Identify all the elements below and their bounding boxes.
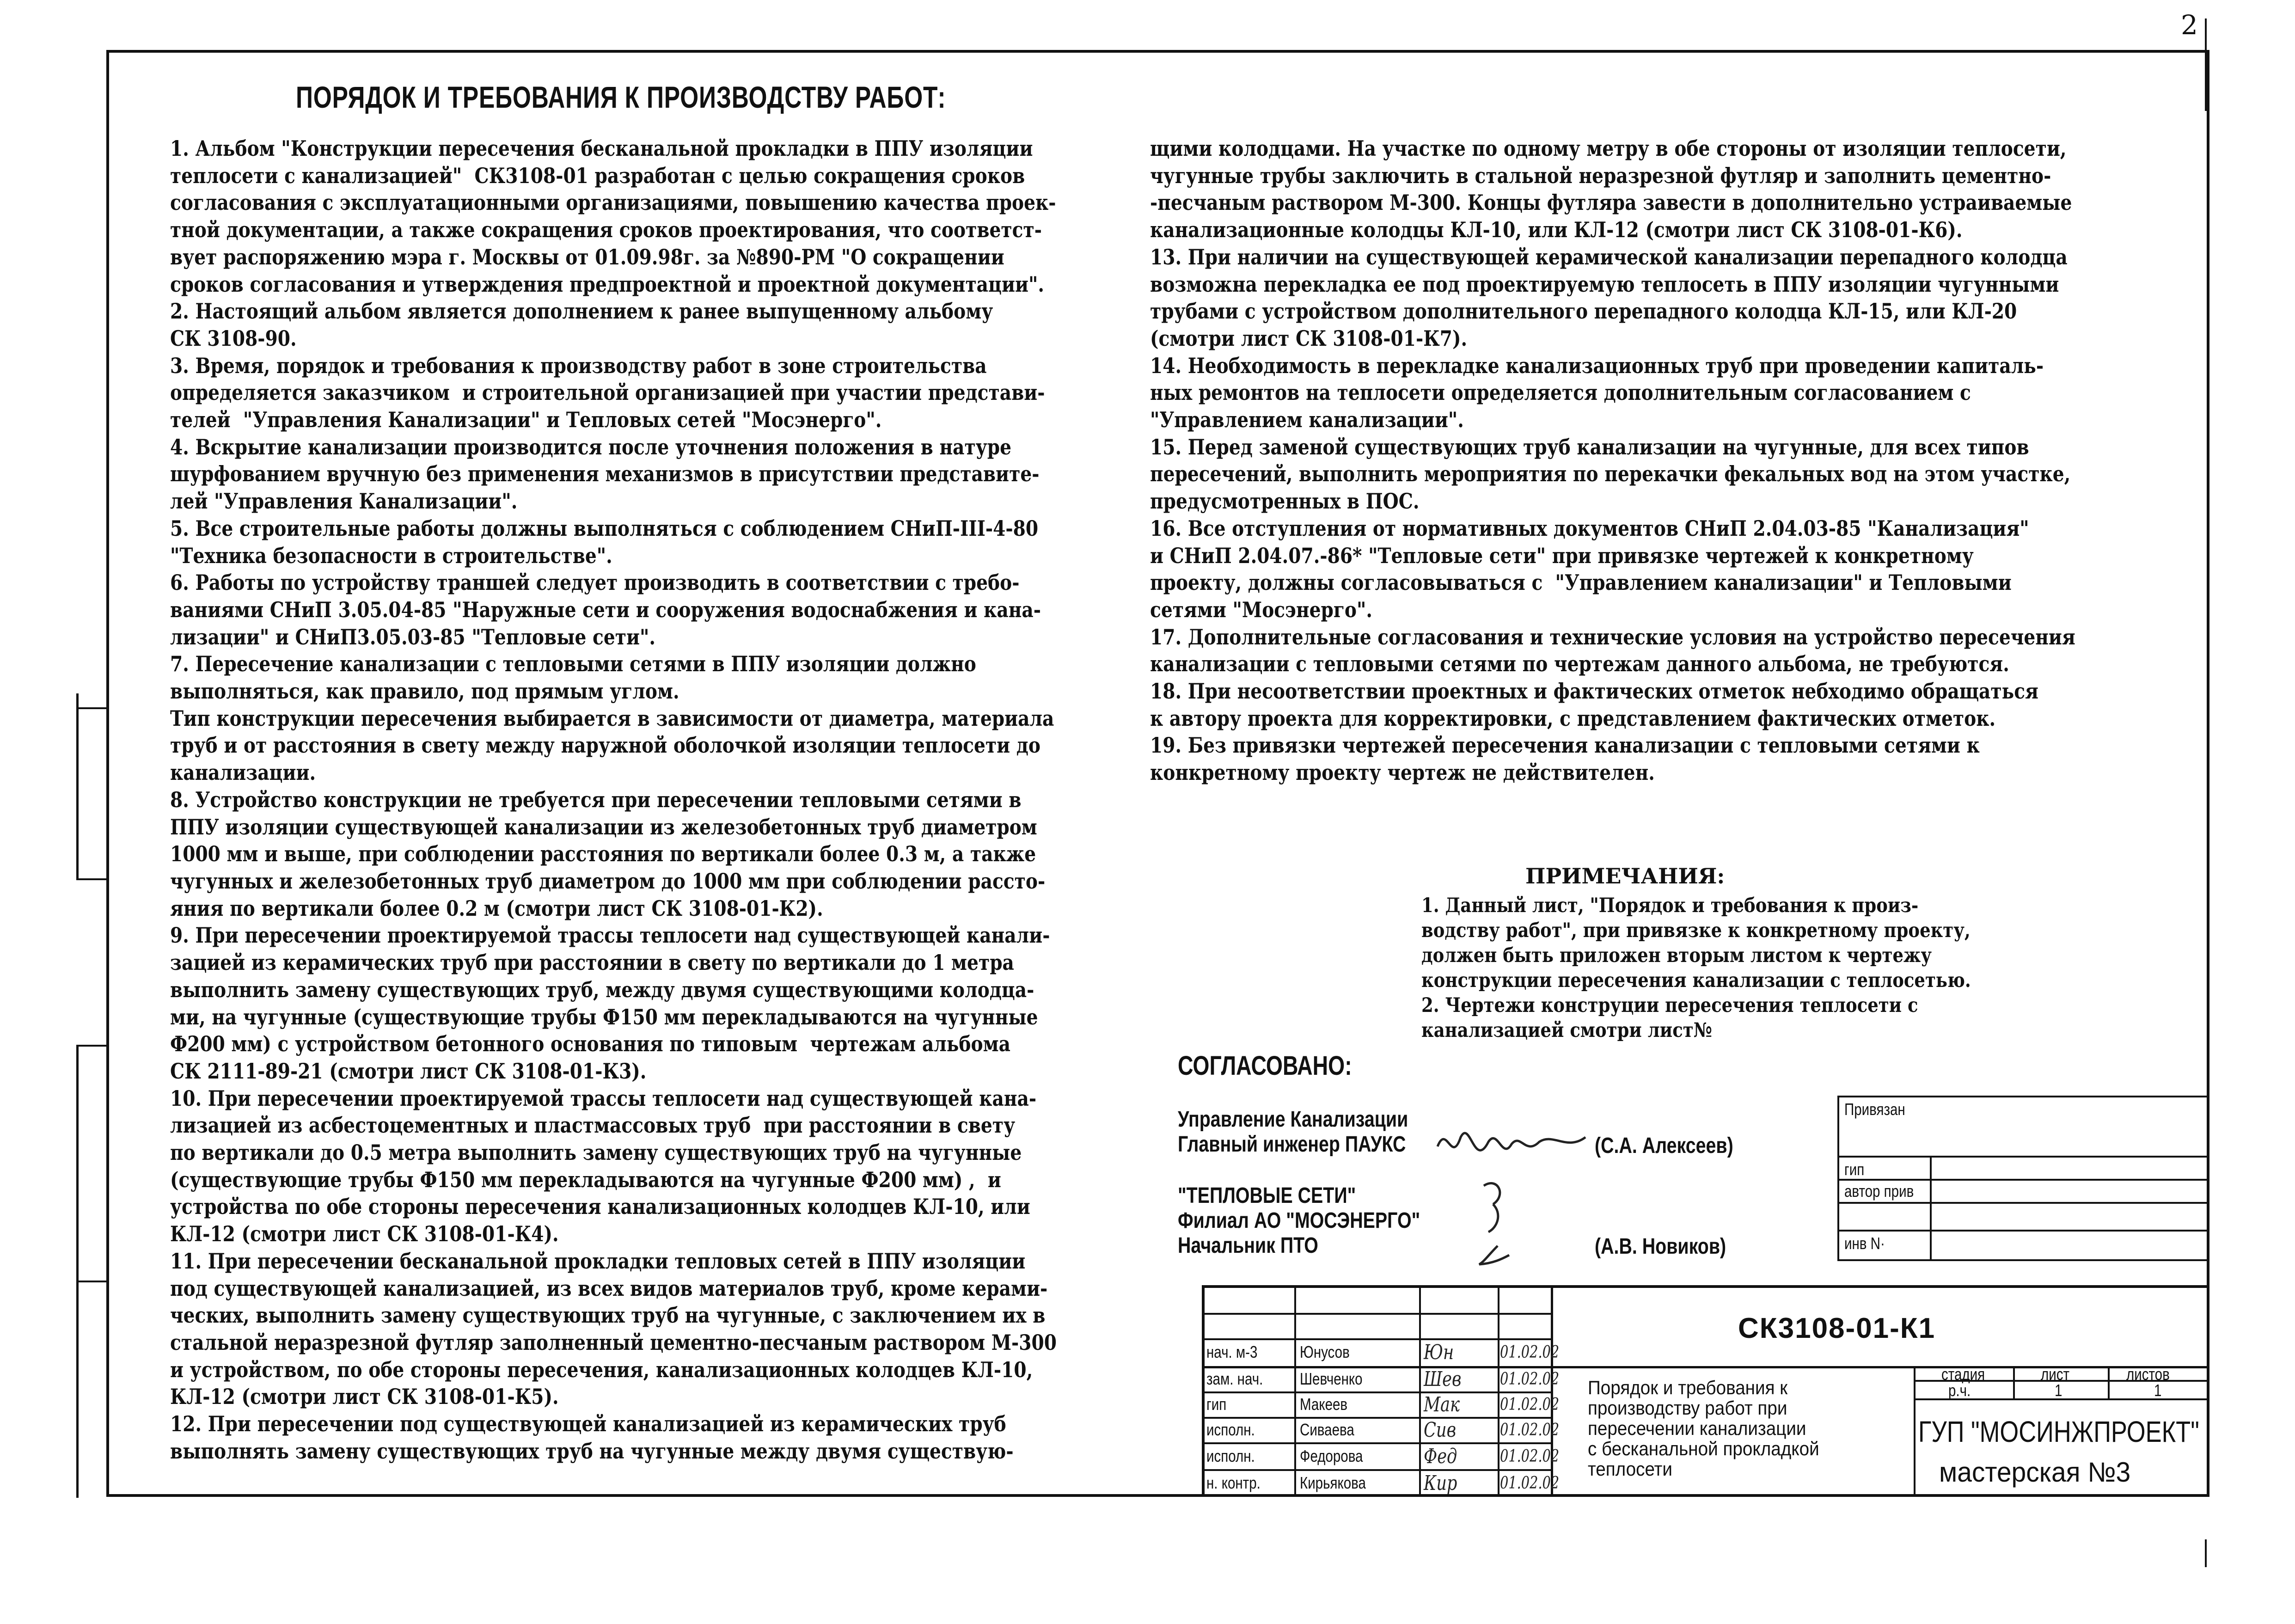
right-margin-tick bbox=[2205, 1539, 2207, 1567]
binding-row-label: гип bbox=[1844, 1160, 1865, 1179]
page-title: ПОРЯДОК И ТРЕБОВАНИЯ К ПРОИЗВОДСТВУ РАБОТ: bbox=[296, 80, 946, 114]
tb-signature: Мак bbox=[1424, 1393, 1460, 1416]
text-line: -песчаным раствором М-300. Концы футляра завести в дополнительно устраиваемые bbox=[1150, 190, 2072, 215]
organization-workshop: мастерская №3 bbox=[1939, 1457, 2131, 1488]
text-line: 2. Настоящий альбом является дополнением к ранее выпущенному альбому bbox=[170, 299, 993, 324]
binding-hline bbox=[1837, 1202, 2209, 1204]
approval-org2-name: (А.В. Новиков) bbox=[1595, 1234, 1726, 1259]
text-line: 1. Альбом "Конструкции пересечения бесканальной прокладки в ППУ изоляции bbox=[170, 136, 1033, 161]
text-line: конкретному проекту чертеж не действителен. bbox=[1150, 760, 1655, 785]
text-line: лизации" и СНиП3.05.03-85 "Тепловые сети". bbox=[170, 624, 656, 650]
tb-hline bbox=[1202, 1469, 1551, 1471]
text-line: 8. Устройство конструкции не требуется при пересечении тепловыми сетями в bbox=[170, 787, 1022, 812]
text-line: Ф200 мм) с устройством бетонного основания по типовым чертежам альбома bbox=[170, 1031, 1010, 1057]
approval-org1-line1: Управление Канализации bbox=[1178, 1107, 1408, 1132]
binding-box bbox=[1837, 1096, 2209, 1261]
left-margin-stub-h bbox=[76, 1045, 106, 1047]
tb-signature: Юн bbox=[1424, 1341, 1454, 1364]
text-line: лей "Управления Канализации". bbox=[170, 489, 518, 514]
text-line: ческих, выполнить замену существующих труб на чугунные, с заключением их в bbox=[170, 1303, 1046, 1328]
tb-vline bbox=[1914, 1366, 1916, 1497]
approval-org1-name: (С.А. Алексеев) bbox=[1595, 1134, 1733, 1158]
text-line: 10. При пересечении проектируемой трассы теплосети над существующей кана- bbox=[170, 1085, 1037, 1111]
tb-signature: Шев bbox=[1424, 1367, 1462, 1391]
binding-row-label: инв N· bbox=[1844, 1234, 1885, 1253]
note-line: 1. Данный лист, "Порядок и требования к произ- bbox=[1421, 894, 1919, 917]
approval-heading: СОГЛАСОВАНО: bbox=[1178, 1051, 1352, 1081]
text-line: сетями "Мосэнерго". bbox=[1150, 597, 1372, 622]
right-margin-line bbox=[2205, 18, 2207, 111]
approval-org2-line3: Начальник ПТО bbox=[1178, 1233, 1318, 1258]
tb-signature: Сив bbox=[1424, 1418, 1457, 1442]
right-text-column bbox=[1150, 135, 2075, 786]
tb-signature: Фед bbox=[1424, 1445, 1457, 1468]
sheet-label: лист bbox=[2041, 1365, 2069, 1384]
tb-name: Юнусов bbox=[1300, 1342, 1350, 1361]
tb-hline bbox=[1202, 1391, 1551, 1393]
text-line: выполняться, как правило, под прямым углом. bbox=[170, 679, 679, 704]
text-line: тной документации, а также сокращения сроков проектирования, что соответст- bbox=[170, 217, 1042, 243]
text-line: по вертикали до 0.5 метра выполнить замену существующих труб на чугунные bbox=[170, 1140, 1022, 1165]
text-line: 1000 мм и выше, при соблюдении расстояния по вертикали более 0.3 м, а также bbox=[170, 841, 1036, 867]
text-line: и СНиП 2.04.07.-86* "Тепловые сети" при привязке чертежей к конкретному bbox=[1150, 543, 1974, 568]
text-line: 9. При пересечении проектируемой трассы теплосети над существующей канали- bbox=[170, 923, 1050, 948]
tb-role: гип bbox=[1206, 1395, 1227, 1414]
text-line: шурфованием вручную без применения механизмов в присутствии представите- bbox=[170, 461, 1040, 487]
notes-heading: ПРИМЕЧАНИЯ: bbox=[1525, 864, 1725, 889]
tb-date: 01.02.02 bbox=[1500, 1447, 1560, 1466]
text-line: стальной неразрезной футляр заполненный цементно-песчаным раствором М-300 bbox=[170, 1330, 1057, 1355]
tb-vline bbox=[2013, 1366, 2015, 1398]
text-line: ми, на чугунные (существующие трубы Ф150 мм перекладываются на чугунные bbox=[170, 1004, 1038, 1030]
text-line: пересечений, выполнить мероприятия по перекачки фекальных вод на этом участке, bbox=[1150, 461, 2071, 487]
text-line: канализационные колодцы КЛ-10, или КЛ-12 (смотри лист СК 3108-01-К6). bbox=[1150, 217, 1963, 243]
organization-name: ГУП "МОСИНЖПРОЕКТ" bbox=[1918, 1415, 2199, 1448]
text-line: (смотри лист СК 3108-01-К7). bbox=[1150, 325, 1468, 351]
binding-title: Привязан bbox=[1844, 1100, 1905, 1119]
tb-role: исполн. bbox=[1206, 1446, 1255, 1465]
notes-list bbox=[1421, 893, 1971, 1043]
text-line: сроков согласования и утверждения предпроектной и проектной документации". bbox=[170, 271, 1045, 297]
tb-date: 01.02.02 bbox=[1500, 1421, 1560, 1440]
text-line: телей "Управления Канализации" и Тепловых сетей "Мосэнерго". bbox=[170, 407, 882, 433]
text-line: 12. При пересечении под существующей канализацией из керамических труб bbox=[170, 1411, 1006, 1437]
text-line: теплосети с канализацией" СК3108-01 разработан с целью сокращения сроков bbox=[170, 163, 1025, 188]
text-line: под существующей канализацией, из всех видов материалов труб, кроме керами- bbox=[170, 1275, 1048, 1301]
note-line: водству работ", при привязке к конкретному проекту, bbox=[1421, 919, 1971, 942]
tb-vline bbox=[1419, 1285, 1421, 1497]
text-line: чугунные трубы заключить в стальной неразрезной футляр и заполнить цементно- bbox=[1150, 163, 2051, 188]
text-line: согласования с эксплуатационными организациями, повышению качества проек- bbox=[170, 190, 1056, 215]
tb-vline bbox=[1498, 1285, 1499, 1497]
tb-date: 01.02.02 bbox=[1500, 1370, 1560, 1389]
text-line: устройства по обе стороны пересечения канализационных колодцев КЛ-10, или bbox=[170, 1194, 1030, 1220]
tb-role: исполн. bbox=[1206, 1420, 1255, 1439]
text-line: лизацией из асбестоцементных и пластмассовых труб при расстоянии в свету bbox=[170, 1113, 1016, 1138]
note-line: канализацией смотри лист№ bbox=[1421, 1019, 1712, 1042]
note-line: конструкции пересечения канализации с теплосетью. bbox=[1421, 969, 1971, 992]
text-line: 19. Без привязки чертежей пересечения канализации с тепловыми сетями к bbox=[1150, 733, 1980, 758]
text-line: зацией из керамических труб при расстоянии в свету по вертикали до 1 метра bbox=[170, 950, 1014, 975]
text-line: труб и от расстояния в свету между наружной оболочкой изоляции теплосети до bbox=[170, 733, 1040, 758]
binding-vline bbox=[1930, 1156, 1932, 1261]
approval-org2-line2: Филиал АО "МОСЭНЕРГО" bbox=[1178, 1208, 1420, 1233]
text-line: (существующие трубы Ф150 мм перекладываются на чугунные Ф200 мм) , и bbox=[170, 1167, 1001, 1192]
text-line: 5. Все строительные работы должны выполняться с соблюдением СНиП-III-4-80 bbox=[170, 515, 1039, 541]
text-line: 7. Пересечение канализации с тепловыми сетями в ППУ изоляции должно bbox=[170, 651, 976, 677]
tb-role: нач. м-3 bbox=[1206, 1342, 1258, 1361]
text-line: 17. Дополнительные согласования и технические условия на устройство пересечения bbox=[1150, 624, 2075, 650]
text-line: чугунных и железобетонных труб диаметром до 1000 мм при соблюдении рассто- bbox=[170, 868, 1046, 894]
left-margin-stub bbox=[76, 693, 79, 878]
stage-value: р.ч. bbox=[1948, 1381, 1971, 1400]
tb-hline bbox=[1202, 1417, 1551, 1419]
text-line: возможна перекладка ее под проектируемую теплосеть в ППУ изоляции чугунными bbox=[1150, 271, 2059, 297]
approval-org1-line2: Главный инженер ПАУКС bbox=[1178, 1132, 1406, 1157]
tb-date: 01.02.02 bbox=[1500, 1343, 1560, 1362]
text-line: 3. Время, порядок и требования к производству работ в зоне строительства bbox=[170, 353, 987, 378]
left-margin-stub bbox=[76, 1045, 79, 1498]
binding-row-label: автор прив bbox=[1844, 1182, 1914, 1201]
sheets-label: листов bbox=[2126, 1365, 2170, 1384]
tb-name: Шевченко bbox=[1300, 1369, 1363, 1388]
text-line: КЛ-12 (смотри лист СК 3108-01-К5). bbox=[170, 1384, 559, 1410]
tb-role: зам. нач. bbox=[1206, 1369, 1263, 1388]
tb-hline bbox=[1202, 1442, 1551, 1444]
text-line: СК 3108-90. bbox=[170, 325, 297, 351]
binding-hline bbox=[1837, 1179, 2209, 1181]
text-line: выполнить замену существующих труб, между двумя существующими колодца- bbox=[170, 977, 1034, 1002]
text-line: 15. Перед заменой существующих труб канализации на чугунные, для всех типов bbox=[1150, 434, 2029, 460]
tb-name: Кирьякова bbox=[1300, 1473, 1366, 1492]
text-line: выполнять замену существующих труб на чугунные между двумя существую- bbox=[170, 1438, 1014, 1464]
note-line: 2. Чертежи конструции пересечения теплосети с bbox=[1421, 994, 1918, 1017]
signature-novikov bbox=[1465, 1177, 1521, 1269]
text-line: 14. Необходимость в перекладке канализационных труб при проведении капиталь- bbox=[1150, 353, 2044, 378]
tb-name: Федорова bbox=[1300, 1446, 1363, 1465]
text-line: яния по вертикали более 0.2 м (смотри лист СК 3108-01-К2). bbox=[170, 895, 823, 921]
drawing-description: Порядок и требования к производству работ при пересечении канализации с бесканальной прокладкой теплосети bbox=[1588, 1377, 1819, 1480]
text-line: ППУ изоляции существующей канализации из железобетонных труб диаметром bbox=[170, 814, 1037, 840]
signature-alekseev bbox=[1433, 1119, 1599, 1174]
text-line: 6. Работы по устройству траншей следует производить в соответствии с требо- bbox=[170, 570, 1020, 595]
text-line: ных ремонтов на теплосети определяется дополнительным согласованием с bbox=[1150, 380, 1971, 405]
text-line: Тип конструкции пересечения выбирается в зависимости от диаметра, материала bbox=[170, 705, 1054, 731]
tb-name: Сиваева bbox=[1300, 1420, 1354, 1439]
text-line: "Управлением канализации". bbox=[1150, 407, 1464, 433]
binding-hline bbox=[1837, 1156, 2209, 1158]
text-line: СК 2111-89-21 (смотри лист СК 3108-01-К3). bbox=[170, 1058, 647, 1084]
text-line: 11. При пересечении бесканальной прокладки тепловых сетей в ППУ изоляции bbox=[170, 1248, 1026, 1274]
text-line: 4. Вскрытие канализации производится после уточнения положения в натуре bbox=[170, 434, 1012, 460]
left-margin-stub-h bbox=[76, 707, 106, 709]
stage-label: стадия bbox=[1941, 1365, 1985, 1384]
sheet-number: 2 bbox=[2181, 9, 2198, 41]
tb-vline bbox=[1294, 1285, 1296, 1497]
tb-hline bbox=[1202, 1338, 1551, 1340]
left-margin-stub-h bbox=[76, 878, 106, 880]
text-line: вует распоряжению мэра г. Москвы от 01.09.98г. за №890-РМ "О сокращении bbox=[170, 244, 1004, 270]
left-margin-stub-h bbox=[76, 1281, 106, 1282]
text-line: 16. Все отступления от нормативных документов СНиП 2.04.03-85 "Канализация" bbox=[1150, 515, 2029, 541]
text-line: КЛ-12 (смотри лист СК 3108-01-К4). bbox=[170, 1221, 559, 1247]
text-line: предусмотренных в ПОС. bbox=[1150, 489, 1420, 514]
text-line: 13. При наличии на существующей керамической канализации перепадного колодца bbox=[1150, 244, 2068, 270]
tb-date: 01.02.02 bbox=[1500, 1474, 1560, 1493]
tb-date: 01.02.02 bbox=[1500, 1395, 1560, 1414]
tb-vline bbox=[2108, 1366, 2110, 1398]
left-text-column bbox=[170, 135, 1057, 1465]
tb-hline bbox=[1202, 1313, 1551, 1315]
sheet-value: 1 bbox=[2055, 1381, 2062, 1400]
text-line: 18. При несоответствии проектных и фактических отметок небходимо обращаться bbox=[1150, 679, 2038, 704]
binding-hline bbox=[1837, 1230, 2209, 1232]
text-line: и устройством, по обе стороны пересечения, канализационных колодцев КЛ-10, bbox=[170, 1357, 1033, 1382]
sheets-value: 1 bbox=[2154, 1381, 2162, 1400]
drawing-code: СК3108-01-К1 bbox=[1738, 1312, 1936, 1344]
text-line: ваниями СНиП 3.05.04-85 "Наружные сети и сооружения водоснабжения и кана- bbox=[170, 597, 1041, 622]
text-line: канализации с тепловыми сетями по чертежам данного альбома, не требуются. bbox=[1150, 651, 2009, 677]
text-line: определяется заказчиком и строительной организацией при участии представи- bbox=[170, 380, 1045, 405]
tb-role: н. контр. bbox=[1206, 1473, 1261, 1492]
text-line: "Техника безопасности в строительстве". bbox=[170, 543, 612, 568]
text-line: к автору проекта для корректировки, с представлением фактических отметок. bbox=[1150, 705, 1996, 731]
text-line: проекту, должны согласовываться с "Управлением канализации" и Тепловыми bbox=[1150, 570, 2012, 595]
tb-name: Макеев bbox=[1300, 1395, 1348, 1414]
text-line: щими колодцами. На участке по одному метру в обе стороны от изоляции теплосети, bbox=[1150, 136, 2067, 161]
tb-signature: Кир bbox=[1424, 1471, 1457, 1495]
note-line: должен быть приложен вторым листом к чертежу bbox=[1421, 944, 1932, 967]
approval-org2-line1: "ТЕПЛОВЫЕ СЕТИ" bbox=[1178, 1183, 1356, 1208]
text-line: трубами с устройством дополнительного перепадного колодца КЛ-15, или КЛ-20 bbox=[1150, 299, 2017, 324]
text-line: канализации. bbox=[170, 760, 316, 785]
